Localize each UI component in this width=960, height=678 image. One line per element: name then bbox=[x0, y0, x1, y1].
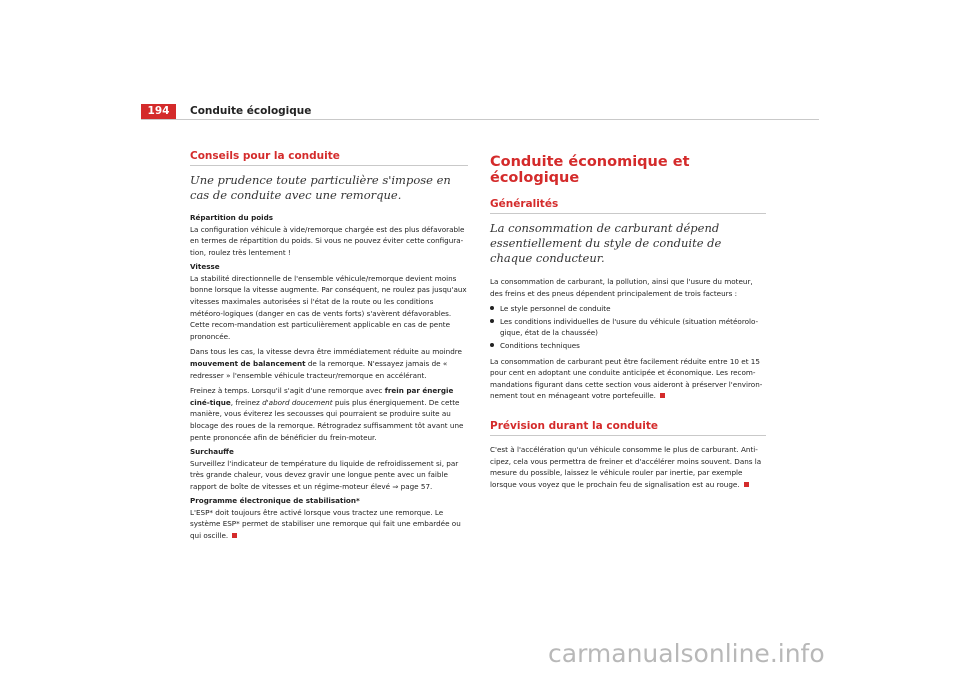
speed-heading: Vitesse bbox=[190, 262, 220, 272]
end-of-section-icon bbox=[744, 482, 749, 487]
page-number: 194 bbox=[141, 104, 176, 119]
brake-bold: frein par énergie ciné-tique bbox=[190, 386, 454, 407]
list-item-text: Conditions techniques bbox=[500, 340, 580, 350]
bullet-icon bbox=[490, 306, 494, 310]
general-intro: La consommation de carburant, la pollution, ainsi que l'usure du moteur, des freins et des pneus dépendent principalement de trois facteurs : bbox=[490, 277, 753, 298]
bullet-icon bbox=[490, 343, 494, 347]
swing-bold: mouvement de balancement bbox=[190, 358, 306, 368]
watermark: carmanualsonline.info bbox=[548, 639, 825, 668]
right-column bbox=[490, 150, 766, 494]
factors-list bbox=[490, 303, 766, 351]
header-rule bbox=[141, 119, 819, 120]
list-item bbox=[490, 316, 766, 339]
swing-after: de la remorque. N'essayez jamais de « redresser » l'ensemble véhicule tracteur/remorque en accélérant. bbox=[190, 358, 448, 380]
bullet-icon bbox=[490, 319, 494, 323]
left-lead: Une prudence toute particulière s'impose en cas de conduite avec une remorque. bbox=[190, 173, 451, 202]
section-title-forecast: Prévision durant la conduite bbox=[490, 420, 766, 436]
general-lead: La consommation de carburant dépend essentiellement du style de conduite de chaque conducteur. bbox=[490, 221, 722, 265]
overheat-text: Surveillez l'indicateur de température du liquide de refroidissement si, par très grande chaleur, vous devez gravir une longue pente avec un faible rapport de boîte de vitesses et un régime-moteur élevé ⇒ page 57. bbox=[190, 458, 459, 491]
forecast-text: C'est à l'accélération qu'un véhicule consomme le plus de carburant. Anti-cipez, cela vous permettra de freiner et d'accélérer moins souvent. Dans la mesure du possible, laissez le véhicule rouler par inertie, par exemple lorsque vous voyez que le prochain feu de signalisation est au rouge. bbox=[490, 444, 762, 489]
overheat-heading: Surchauffe bbox=[190, 447, 234, 457]
brake-after: puis plus énergiquement. De cette manière, vous éviterez les secousses qui pourraient se produire suite au blocage des roues de la remorque. Rétrogradez suffisamment tôt avant une pente prononcée afin de bénéficier du frein-moteur. bbox=[190, 397, 464, 442]
brake-paragraph bbox=[190, 385, 468, 443]
brake-mid: , freinez bbox=[230, 397, 260, 407]
section-title-general: Généralités bbox=[490, 198, 766, 214]
section-title-driving-tips: Conseils pour la conduite bbox=[190, 150, 468, 166]
weight-text: La configuration véhicule à vide/remorque chargée est des plus défavorable en termes de répartition du poids. Si vous ne pouvez éviter cette configura-tion, roulez très lentement ! bbox=[190, 224, 465, 257]
end-of-section-icon bbox=[660, 393, 665, 398]
list-item bbox=[490, 303, 766, 315]
general-outro-paragraph bbox=[490, 356, 766, 402]
left-column bbox=[190, 150, 468, 546]
speed-text: La stabilité directionnelle de l'ensemble véhicule/remorque devient moins bonne lorsque la vitesse augmente. Par conséquent, ne roulez pas jusqu'aux vitesses maximales autorisées si l'état de la route ou les conditions météoro-logiques (danger en cas de vents forts) s'avèrent défavorables. Cette recom-mandation est particulièrement applicable en cas de pente prononcée. bbox=[190, 273, 467, 341]
brake-before: Freinez à temps. Lorsqu'il s'agit d'une remorque avec bbox=[190, 386, 383, 396]
weight-heading: Répartition du poids bbox=[190, 213, 274, 222]
esp-heading: Programme électronique de stabilisation* bbox=[190, 496, 360, 506]
swing-before: Dans tous les cas, la vitesse devra être immédiatement réduite au moindre bbox=[190, 347, 462, 357]
forecast-paragraph bbox=[490, 444, 766, 490]
list-item bbox=[490, 340, 766, 352]
running-title: Conduite écologique bbox=[190, 105, 312, 117]
general-outro: La consommation de carburant peut être facilement réduite entre 10 et 15 pour cent en adoptant une conduite anticipée et économique. Les recom-mandations figurant dans cette section vous aideront à préserver l'environ-nement tout en ménageant votre portefeuille. bbox=[490, 356, 763, 401]
brake-italic: d'abord doucement bbox=[262, 397, 333, 407]
esp-text: L'ESP* doit toujours être activé lorsque vous tractez une remorque. Le système ESP* permet de stabiliser une remorque qui fait une embardée ou qui oscille. bbox=[190, 507, 461, 541]
end-of-section-icon bbox=[232, 533, 237, 538]
main-title: Conduite économique et écologique bbox=[490, 154, 690, 186]
list-item-text: Le style personnel de conduite bbox=[500, 304, 611, 314]
list-item-text: Les conditions individuelles de l'usure du véhicule (situation météorolo-gique, état de la chaussée) bbox=[500, 316, 759, 338]
swing-paragraph bbox=[190, 346, 468, 381]
esp-paragraph bbox=[190, 507, 468, 542]
